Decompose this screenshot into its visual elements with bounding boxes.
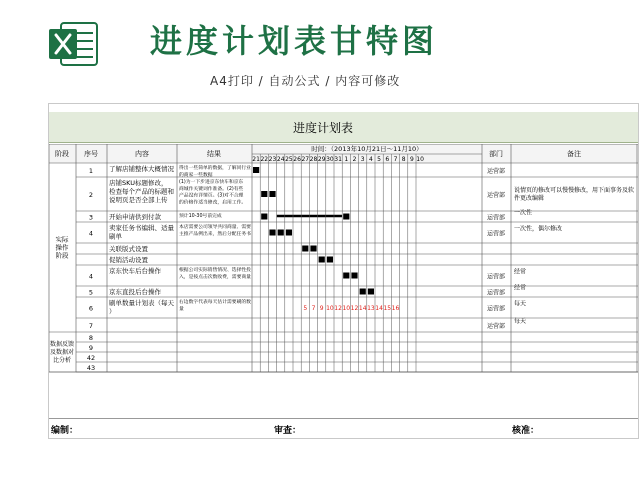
day-header: 22 xyxy=(260,156,269,163)
row-content: 京东直投后台操作 xyxy=(109,288,161,296)
gantt-mark xyxy=(310,246,316,252)
day-header: 31 xyxy=(334,156,342,163)
row-remark: 件更改编辑 xyxy=(514,195,545,202)
page-title: 进度计划表甘特图 xyxy=(150,22,439,60)
row-result: 量 xyxy=(179,306,184,312)
day-header: 10 xyxy=(416,156,424,163)
row-content: 开始申请供到付款 xyxy=(109,213,161,221)
row-result: 的商家一些数据 xyxy=(179,172,213,178)
row-content: ） xyxy=(109,307,116,316)
row-dept: 运营部 xyxy=(486,214,506,222)
day-header: 25 xyxy=(285,156,293,163)
row-content: 店铺SKU标题修改， xyxy=(109,179,168,187)
row-dept: 运营部 xyxy=(486,168,506,175)
gantt-mark xyxy=(368,289,374,295)
brush-count: 13 xyxy=(367,305,375,312)
sheet-title-bar xyxy=(49,112,638,143)
brush-count: 15 xyxy=(383,305,392,312)
sheet-title: 进度计划表 xyxy=(293,121,354,135)
row-seq: 4 xyxy=(88,272,94,281)
day-header: 6 xyxy=(385,156,390,163)
gantt-mark xyxy=(253,167,259,173)
gantt-mark xyxy=(302,246,308,252)
row-dept: 运营部 xyxy=(486,305,506,313)
footer-editor: 编制： xyxy=(51,426,79,436)
row-content: 关联版式设置 xyxy=(109,245,148,253)
gantt-mark xyxy=(269,230,275,236)
row-result: 得出一些简单的数据，了解同行业 xyxy=(179,166,251,171)
row-result: 预计10-30号前完成 xyxy=(179,214,222,219)
row-dept: 运营部 xyxy=(486,323,506,330)
day-header: 27 xyxy=(301,156,310,163)
row-remark: 经常 xyxy=(514,284,527,292)
row-result: 主推产品例出来，然后分配任务书 xyxy=(179,231,251,237)
row-content: 卖家任务书编辑、适量 xyxy=(109,224,174,232)
day-header: 7 xyxy=(393,156,398,163)
brush-count: 7 xyxy=(311,305,316,312)
stage-label: 实际 xyxy=(55,235,69,244)
day-header: 1 xyxy=(344,156,349,163)
footer-checker: 核准： xyxy=(512,426,540,436)
day-header: 5 xyxy=(377,156,382,163)
row-remark: 每天 xyxy=(514,300,527,308)
row-remark: 一次性，偶尔修改 xyxy=(514,225,563,233)
gantt-mark xyxy=(343,273,349,279)
brush-count: 14 xyxy=(375,305,383,312)
brush-count: 14 xyxy=(358,305,367,312)
day-header: 28 xyxy=(309,156,318,163)
row-seq: 3 xyxy=(88,213,94,222)
day-header: 8 xyxy=(401,156,406,163)
row-seq: 2 xyxy=(88,191,94,199)
page-subtitle: A4打印 / 自动公式 / 内容可修改 xyxy=(210,74,401,88)
col-stage-header: 阶段 xyxy=(55,150,69,158)
stage-label: 阶段 xyxy=(55,251,69,260)
row-content: 了解店铺整体大概情况 xyxy=(109,165,174,173)
day-header: 4 xyxy=(368,156,373,163)
gantt-mark xyxy=(327,257,333,263)
row-remark: 经常 xyxy=(514,268,527,276)
excel-icon xyxy=(47,21,99,67)
row-seq: 5 xyxy=(88,288,94,297)
day-header: 24 xyxy=(276,156,285,163)
row-result: (1)为一下步进京东快车和京东 xyxy=(179,180,244,185)
row-content: 刷单数量计划表（每天 xyxy=(109,299,174,307)
day-header: 9 xyxy=(409,156,414,163)
row-content: 刷单 xyxy=(109,232,122,241)
day-header: 23 xyxy=(268,156,277,163)
time-range-header: 时间：（2013年10月21日～11月10） xyxy=(311,145,423,153)
row-dept: 运营部 xyxy=(486,230,506,238)
row-seq: 9 xyxy=(88,344,94,352)
row-dept: 运营部 xyxy=(486,192,506,199)
col-result-header: 结果 xyxy=(207,150,221,158)
gantt-mark xyxy=(286,230,292,236)
gantt-mark xyxy=(351,273,357,279)
brush-count: 5 xyxy=(303,305,308,312)
day-header: 26 xyxy=(293,156,301,163)
row-result: 根据公司实际销售情况、选择性投 xyxy=(179,268,251,273)
row-dept: 运营部 xyxy=(486,289,506,297)
gantt-mark xyxy=(319,257,325,263)
row-content: 京东快车后台操作 xyxy=(109,267,161,275)
row-content: 说明页是否全部上传 xyxy=(109,196,168,204)
stage2-label: 及数据对 xyxy=(49,349,75,356)
brush-count: 12 xyxy=(334,305,342,312)
day-header: 21 xyxy=(252,156,260,163)
row-seq: 6 xyxy=(88,304,94,313)
col-content-header: 内容 xyxy=(135,150,149,158)
gantt-mark xyxy=(343,214,349,220)
stage2-label: 数据反馈 xyxy=(49,341,75,348)
row-seq: 1 xyxy=(88,167,94,175)
gantt-grid xyxy=(49,144,638,418)
row-seq: 7 xyxy=(88,322,94,330)
row-result: 产品没有详情页。(3)对不合理 xyxy=(179,193,244,199)
stage-label: 操作 xyxy=(55,243,69,252)
footer-reviewer: 审查： xyxy=(274,426,302,436)
row-seq: 43 xyxy=(86,364,96,372)
gantt-mark xyxy=(278,230,284,236)
row-seq: 4 xyxy=(88,229,94,238)
row-dept: 运营部 xyxy=(486,273,506,281)
gantt-mark xyxy=(261,191,267,197)
row-result: 的价格作适当修改，启用工作。 xyxy=(179,200,247,206)
row-remark: 说情页的修改可以慢慢修改，用下面事务及软 xyxy=(514,187,635,194)
brush-count: 16 xyxy=(391,305,400,312)
page-header xyxy=(0,0,640,96)
sheet-footer xyxy=(49,418,638,439)
row-content: 检查每个产品的标题和 xyxy=(109,187,174,196)
brush-count: 12 xyxy=(350,305,359,312)
stage2-label: 比分析 xyxy=(52,357,72,364)
gantt-mark xyxy=(360,289,366,295)
row-seq: 42 xyxy=(86,354,96,362)
spreadsheet xyxy=(48,103,639,439)
row-remark: 一次性 xyxy=(514,209,533,217)
brush-count: 10 xyxy=(342,305,351,312)
day-header: 3 xyxy=(360,156,365,163)
gantt-mark xyxy=(261,214,267,220)
row-result: 本店需要公司领导共同商量、需要 xyxy=(179,225,251,230)
row-result: 入，是按点击次数收费，需要商量 xyxy=(179,274,251,280)
day-header: 2 xyxy=(352,156,357,163)
brush-count: 10 xyxy=(326,305,334,312)
day-header: 30 xyxy=(326,156,334,163)
row-remark: 每天 xyxy=(514,318,527,325)
row-result: 商城作关键词作准备。(2)有些 xyxy=(179,186,244,192)
row-seq: 8 xyxy=(88,334,94,342)
col-seq-header: 序号 xyxy=(84,150,98,158)
col-dept-header: 部门 xyxy=(489,150,503,158)
day-header: 29 xyxy=(317,156,326,163)
brush-count: 9 xyxy=(319,305,324,312)
gantt-mark xyxy=(269,191,275,197)
col-remark-header: 备注 xyxy=(567,150,581,158)
row-content: 促销活动设置 xyxy=(109,256,148,264)
row-result: 右边数字代表每天估计需要刷的数 xyxy=(179,300,251,305)
